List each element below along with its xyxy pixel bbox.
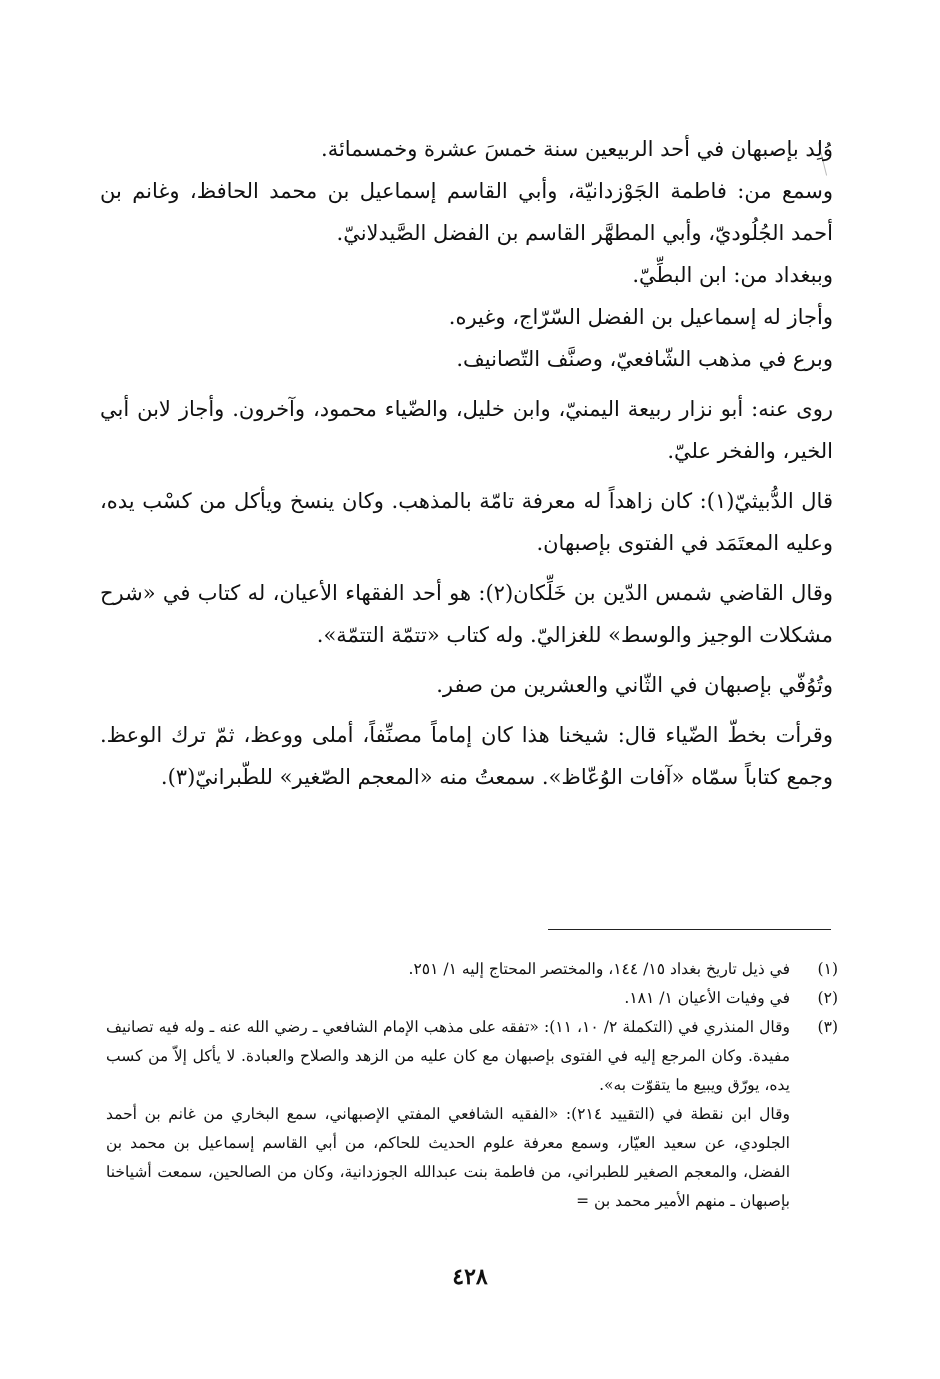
paragraph-teachers: وسمع من: فاطمة الجَوْزدانيّة، وأبي القاسم إسماعيل بن محمد الحافظ، وغانم بن أحمد الجُلُوديّ، وأبي المطهَّر القاسم بن الفضل الصَّيدلانيّ.	[100, 179, 833, 245]
footnote-number: (٢)	[817, 989, 838, 1007]
main-text	[100, 128, 833, 798]
paragraph-ijaza: وأجاز له إسماعيل بن الفضل السّرّاج، وغيره.	[448, 305, 833, 329]
paragraph-baghdad: وببغداد من: ابن البطِّيّ.	[632, 263, 833, 287]
footnote-text: في وفيات الأعيان ١/ ١٨١.	[624, 989, 790, 1007]
footnote-continuation: وقال ابن نقطة في (التقييد ٢١٤): «الفقيه الشافعي المفتي الإصبهاني، سمع البخاري من غانم بن أحمد الجلودي، عن سعيد العيّار، وسمع معرفة علوم الحديث للحاكم، من أبي القاسم إسماعيل بن محمد بن الفضل، والمعجم الصغير للطبراني، من فاطمة بنت عبدالله الجوزدانية، وكان من الصالحين، سمعت أشياخنا بإصبهان ـ منهم الأمير محمد بن =	[106, 1105, 791, 1210]
paragraph-narrators: روى عنه: أبو نزار ربيعة اليمنيّ، وابن خليل، والضّياء محمود، وآخرون. وأجاز لابن أبي الخير، والفخر عليّ.	[100, 397, 833, 463]
footnotes	[106, 955, 838, 1216]
footnote-number: (١)	[817, 960, 838, 978]
footnote-separator	[548, 929, 831, 930]
paragraph-diya: وقرأت بخطّ الضّياء قال: شيخنا هذا كان إماماً مصنِّفاً، أملى ووعظ، ثمّ ترك الوعظ. وجمع كتاباً سمّاه «آفات الوُعّاظ». سمعتُ منه «المعجم الصّغير» للطّبرانيّ(٣).	[100, 723, 833, 789]
footnote	[106, 1013, 838, 1100]
paragraph-khallikan: وقال القاضي شمس الدّين بن خَلِّكان(٢): هو أحد الفقهاء الأعيان، له كتاب في «شرح مشكلات الوجيز والوسط» للغزاليّ. وله كتاب «تتمّة التتمّة».	[100, 581, 833, 647]
page-number: ٤٢٨	[452, 1264, 488, 1290]
footnote-number: (٣)	[817, 1018, 838, 1036]
footnote	[106, 955, 838, 984]
paragraph-excelled: وبرع في مذهب الشّافعيّ، وصنَّف التّصانيف.	[456, 347, 833, 371]
paragraph-dubaythi: قال الدُّبيثيّ(١): كان زاهداً له معرفة تامّة بالمذهب. وكان ينسخ ويأكل من كسْب يده، وعليه المعتَمَد في الفتوى بإصبهان.	[100, 489, 833, 555]
footnote-text: وقال المنذري في (التكملة ٢/ ١٠، ١١): «تفقه على مذهب الإمام الشافعي ـ رضي الله عنه ـ وله فيه تصانيف مفيدة. وكان المرجع إليه في الفتوى بإصبهان مع كان عليه من الزهد والصلاح والعبادة. لا يأكل إلاّ من كسب يده، يورّق ويبيع ما يتقوّت به».	[106, 1018, 790, 1094]
paragraph-death: وتُوُفّي بإصبهان في الثّاني والعشرين من صفر.	[436, 673, 833, 697]
footnote-text: في ذيل تاريخ بغداد ١٥/ ١٤٤، والمختصر المحتاج إليه ١/ ٢٥١.	[408, 960, 790, 978]
paragraph-birth: وُلِد بإصبهان في أحد الربيعين سنة خمسَ عشرة وخمسمائة.	[321, 137, 833, 161]
footnote	[106, 984, 838, 1013]
